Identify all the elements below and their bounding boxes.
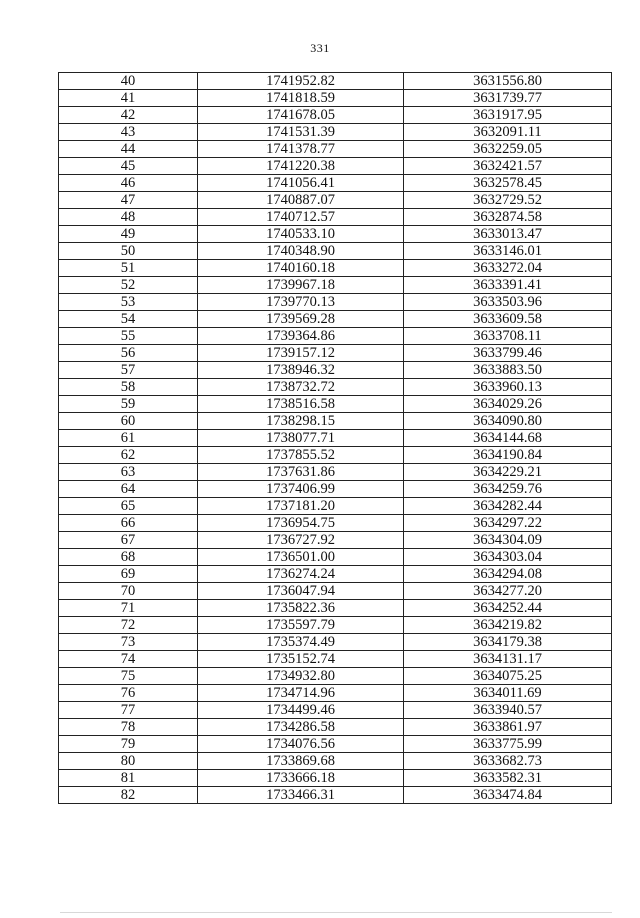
- y-coordinate-cell: 3633013.47: [404, 226, 612, 243]
- table-row: [59, 73, 612, 90]
- table-row: [59, 158, 612, 175]
- point-number-cell: 76: [59, 685, 198, 702]
- table-row: [59, 141, 612, 158]
- x-coordinate-cell: 1738946.32: [198, 362, 404, 379]
- table-row: [59, 532, 612, 549]
- x-coordinate-cell: 1741952.82: [198, 73, 404, 90]
- x-coordinate-cell: 1736954.75: [198, 515, 404, 532]
- point-number-cell: 45: [59, 158, 198, 175]
- x-coordinate-cell: 1734714.96: [198, 685, 404, 702]
- point-number-cell: 61: [59, 430, 198, 447]
- x-coordinate-cell: 1739770.13: [198, 294, 404, 311]
- table-row: [59, 396, 612, 413]
- point-number-cell: 59: [59, 396, 198, 413]
- point-number-cell: 75: [59, 668, 198, 685]
- y-coordinate-cell: 3632729.52: [404, 192, 612, 209]
- point-number-cell: 42: [59, 107, 198, 124]
- point-number-cell: 67: [59, 532, 198, 549]
- point-number-cell: 40: [59, 73, 198, 90]
- point-number-cell: 77: [59, 702, 198, 719]
- y-coordinate-cell: 3634252.44: [404, 600, 612, 617]
- y-coordinate-cell: 3632259.05: [404, 141, 612, 158]
- y-coordinate-cell: 3634011.69: [404, 685, 612, 702]
- table-row: [59, 226, 612, 243]
- table-row: [59, 617, 612, 634]
- table-row: [59, 107, 612, 124]
- y-coordinate-cell: 3634219.82: [404, 617, 612, 634]
- x-coordinate-cell: 1733466.31: [198, 787, 404, 804]
- y-coordinate-cell: 3634179.38: [404, 634, 612, 651]
- point-number-cell: 68: [59, 549, 198, 566]
- x-coordinate-cell: 1734076.56: [198, 736, 404, 753]
- table-row: [59, 260, 612, 277]
- table-row: [59, 651, 612, 668]
- x-coordinate-cell: 1733869.68: [198, 753, 404, 770]
- table-row: [59, 209, 612, 226]
- x-coordinate-cell: 1741678.05: [198, 107, 404, 124]
- table-row: [59, 668, 612, 685]
- y-coordinate-cell: 3633883.50: [404, 362, 612, 379]
- coordinate-table-body: [59, 73, 612, 804]
- point-number-cell: 66: [59, 515, 198, 532]
- y-coordinate-cell: 3633960.13: [404, 379, 612, 396]
- table-row: [59, 634, 612, 651]
- point-number-cell: 62: [59, 447, 198, 464]
- point-number-cell: 71: [59, 600, 198, 617]
- x-coordinate-cell: 1740887.07: [198, 192, 404, 209]
- x-coordinate-cell: 1738516.58: [198, 396, 404, 413]
- y-coordinate-cell: 3634131.17: [404, 651, 612, 668]
- x-coordinate-cell: 1737855.52: [198, 447, 404, 464]
- x-coordinate-cell: 1741378.77: [198, 141, 404, 158]
- coordinate-table: [58, 72, 612, 804]
- table-row: [59, 719, 612, 736]
- y-coordinate-cell: 3633940.57: [404, 702, 612, 719]
- x-coordinate-cell: 1740160.18: [198, 260, 404, 277]
- x-coordinate-cell: 1740533.10: [198, 226, 404, 243]
- x-coordinate-cell: 1738298.15: [198, 413, 404, 430]
- table-row: [59, 447, 612, 464]
- point-number-cell: 51: [59, 260, 198, 277]
- table-row: [59, 685, 612, 702]
- x-coordinate-cell: 1736047.94: [198, 583, 404, 600]
- y-coordinate-cell: 3634297.22: [404, 515, 612, 532]
- table-row: [59, 328, 612, 345]
- x-coordinate-cell: 1739364.86: [198, 328, 404, 345]
- y-coordinate-cell: 3634075.25: [404, 668, 612, 685]
- y-coordinate-cell: 3633775.99: [404, 736, 612, 753]
- point-number-cell: 64: [59, 481, 198, 498]
- point-number-cell: 44: [59, 141, 198, 158]
- x-coordinate-cell: 1741818.59: [198, 90, 404, 107]
- point-number-cell: 74: [59, 651, 198, 668]
- y-coordinate-cell: 3634304.09: [404, 532, 612, 549]
- table-row: [59, 413, 612, 430]
- x-coordinate-cell: 1735822.36: [198, 600, 404, 617]
- y-coordinate-cell: 3631556.80: [404, 73, 612, 90]
- y-coordinate-cell: 3633609.58: [404, 311, 612, 328]
- y-coordinate-cell: 3633474.84: [404, 787, 612, 804]
- point-number-cell: 78: [59, 719, 198, 736]
- point-number-cell: 57: [59, 362, 198, 379]
- x-coordinate-cell: 1735374.49: [198, 634, 404, 651]
- y-coordinate-cell: 3631739.77: [404, 90, 612, 107]
- y-coordinate-cell: 3633503.96: [404, 294, 612, 311]
- table-row: [59, 362, 612, 379]
- point-number-cell: 41: [59, 90, 198, 107]
- point-number-cell: 82: [59, 787, 198, 804]
- y-coordinate-cell: 3634190.84: [404, 447, 612, 464]
- x-coordinate-cell: 1736727.92: [198, 532, 404, 549]
- point-number-cell: 73: [59, 634, 198, 651]
- y-coordinate-cell: 3634144.68: [404, 430, 612, 447]
- x-coordinate-cell: 1740712.57: [198, 209, 404, 226]
- y-coordinate-cell: 3632421.57: [404, 158, 612, 175]
- table-row: [59, 243, 612, 260]
- x-coordinate-cell: 1741531.39: [198, 124, 404, 141]
- table-row: [59, 481, 612, 498]
- y-coordinate-cell: 3632874.58: [404, 209, 612, 226]
- table-row: [59, 192, 612, 209]
- y-coordinate-cell: 3634259.76: [404, 481, 612, 498]
- x-coordinate-cell: 1737406.99: [198, 481, 404, 498]
- x-coordinate-cell: 1740348.90: [198, 243, 404, 260]
- point-number-cell: 72: [59, 617, 198, 634]
- y-coordinate-cell: 3632578.45: [404, 175, 612, 192]
- x-coordinate-cell: 1739157.12: [198, 345, 404, 362]
- point-number-cell: 50: [59, 243, 198, 260]
- point-number-cell: 47: [59, 192, 198, 209]
- x-coordinate-cell: 1734286.58: [198, 719, 404, 736]
- point-number-cell: 69: [59, 566, 198, 583]
- point-number-cell: 49: [59, 226, 198, 243]
- table-row: [59, 770, 612, 787]
- point-number-cell: 60: [59, 413, 198, 430]
- y-coordinate-cell: 3633272.04: [404, 260, 612, 277]
- table-row: [59, 736, 612, 753]
- point-number-cell: 63: [59, 464, 198, 481]
- y-coordinate-cell: 3633799.46: [404, 345, 612, 362]
- point-number-cell: 56: [59, 345, 198, 362]
- point-number-cell: 58: [59, 379, 198, 396]
- point-number-cell: 43: [59, 124, 198, 141]
- table-row: [59, 430, 612, 447]
- y-coordinate-cell: 3634294.08: [404, 566, 612, 583]
- table-row: [59, 311, 612, 328]
- x-coordinate-cell: 1739569.28: [198, 311, 404, 328]
- point-number-cell: 65: [59, 498, 198, 515]
- point-number-cell: 55: [59, 328, 198, 345]
- y-coordinate-cell: 3632091.11: [404, 124, 612, 141]
- y-coordinate-cell: 3633582.31: [404, 770, 612, 787]
- page-number: 331: [310, 41, 330, 55]
- table-row: [59, 464, 612, 481]
- x-coordinate-cell: 1741220.38: [198, 158, 404, 175]
- x-coordinate-cell: 1741056.41: [198, 175, 404, 192]
- y-coordinate-cell: 3634282.44: [404, 498, 612, 515]
- y-coordinate-cell: 3634277.20: [404, 583, 612, 600]
- point-number-cell: 79: [59, 736, 198, 753]
- table-row: [59, 379, 612, 396]
- table-row: [59, 583, 612, 600]
- table-row: [59, 277, 612, 294]
- table-row: [59, 90, 612, 107]
- point-number-cell: 53: [59, 294, 198, 311]
- table-row: [59, 753, 612, 770]
- point-number-cell: 80: [59, 753, 198, 770]
- table-row: [59, 566, 612, 583]
- y-coordinate-cell: 3633861.97: [404, 719, 612, 736]
- x-coordinate-cell: 1739967.18: [198, 277, 404, 294]
- table-row: [59, 498, 612, 515]
- x-coordinate-cell: 1735152.74: [198, 651, 404, 668]
- table-row: [59, 124, 612, 141]
- point-number-cell: 46: [59, 175, 198, 192]
- page-bottom-rule: [60, 912, 612, 913]
- table-row: [59, 345, 612, 362]
- point-number-cell: 81: [59, 770, 198, 787]
- point-number-cell: 70: [59, 583, 198, 600]
- y-coordinate-cell: 3631917.95: [404, 107, 612, 124]
- table-row: [59, 515, 612, 532]
- x-coordinate-cell: 1738732.72: [198, 379, 404, 396]
- table-row: [59, 175, 612, 192]
- y-coordinate-cell: 3634090.80: [404, 413, 612, 430]
- table-row: [59, 787, 612, 804]
- table-row: [59, 702, 612, 719]
- x-coordinate-cell: 1738077.71: [198, 430, 404, 447]
- x-coordinate-cell: 1737181.20: [198, 498, 404, 515]
- x-coordinate-cell: 1733666.18: [198, 770, 404, 787]
- y-coordinate-cell: 3633682.73: [404, 753, 612, 770]
- point-number-cell: 52: [59, 277, 198, 294]
- y-coordinate-cell: 3633146.01: [404, 243, 612, 260]
- x-coordinate-cell: 1734499.46: [198, 702, 404, 719]
- table-row: [59, 549, 612, 566]
- x-coordinate-cell: 1735597.79: [198, 617, 404, 634]
- table-row: [59, 600, 612, 617]
- y-coordinate-cell: 3634303.04: [404, 549, 612, 566]
- y-coordinate-cell: 3634229.21: [404, 464, 612, 481]
- point-number-cell: 48: [59, 209, 198, 226]
- x-coordinate-cell: 1737631.86: [198, 464, 404, 481]
- x-coordinate-cell: 1736501.00: [198, 549, 404, 566]
- point-number-cell: 54: [59, 311, 198, 328]
- x-coordinate-cell: 1736274.24: [198, 566, 404, 583]
- y-coordinate-cell: 3633708.11: [404, 328, 612, 345]
- y-coordinate-cell: 3634029.26: [404, 396, 612, 413]
- table-row: [59, 294, 612, 311]
- y-coordinate-cell: 3633391.41: [404, 277, 612, 294]
- x-coordinate-cell: 1734932.80: [198, 668, 404, 685]
